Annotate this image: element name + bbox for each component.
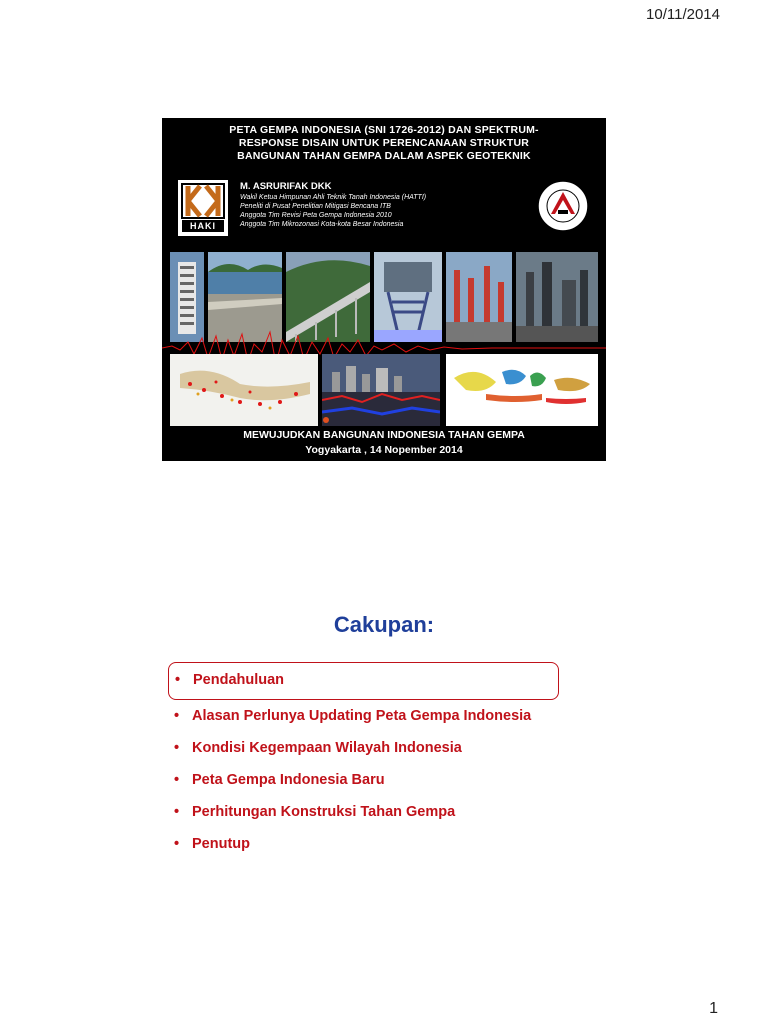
agenda-item-kondisi (168, 732, 568, 764)
slide-title-line-3: BANGUNAN TAHAN GEMPA DALAM ASPEK GEOTEKNIK (237, 150, 531, 162)
bullet-icon: • (174, 708, 180, 724)
agenda-item-label: Kondisi Kegempaan Wilayah Indonesia (192, 740, 462, 756)
bullet-icon: • (174, 836, 180, 852)
page-number: 1 (709, 1000, 718, 1017)
author-role-3: Anggota Tim Revisi Peta Gempa Indonesia 2010 (240, 212, 392, 219)
agenda-item-label: Peta Gempa Indonesia Baru (192, 772, 385, 788)
agenda-item-label: Alasan Perlunya Updating Peta Gempa Indonesia (192, 708, 532, 724)
slide-title-line-1: PETA GEMPA INDONESIA (SNI 1726-2012) DAN SPEKTRUM- (229, 124, 539, 136)
agenda-title: Cakupan: (333, 612, 435, 637)
author-name: M. ASRURIFAK DKK (240, 181, 332, 192)
slide-title-line-2: RESPONSE DISAIN UNTUK PERENCANAAN STRUKTUR (238, 137, 530, 149)
city-seismic-photo (322, 354, 440, 426)
agenda-item-perhitungan (168, 796, 568, 828)
seismicity-map (170, 354, 318, 426)
title-slide (162, 118, 606, 461)
hatti-seal-icon (536, 178, 590, 234)
haki-logo-text: HAKI (182, 220, 224, 232)
bullet-icon: • (175, 672, 181, 688)
author-block (240, 181, 530, 229)
agenda-item-peta-baru (168, 764, 568, 796)
slide-footer-place-date: Yogyakarta , 14 Nopember 2014 (305, 444, 463, 456)
page-date: 10/11/2014 (646, 6, 720, 23)
agenda-item-label: Perhitungan Konstruksi Tahan Gempa (192, 804, 456, 820)
author-role-1: Wakil Ketua Himpunan Ahli Teknik Tanah Indonesia (HATTI) (240, 194, 427, 201)
haki-logo (178, 180, 228, 236)
haki-emblem-icon (178, 180, 228, 222)
slide-footer (162, 428, 606, 458)
bullet-icon: • (174, 804, 180, 820)
author-role-2: Peneliti di Pusat Penelitian Mitigasi Bencana ITB (240, 203, 391, 210)
hazard-map (446, 354, 598, 426)
agenda-item-label: Pendahuluan (193, 672, 285, 688)
agenda-item-penutup (168, 828, 568, 860)
agenda-list (168, 668, 568, 860)
agenda-item-pendahuluan (168, 662, 559, 700)
slide-footer-tagline: MEWUJUDKAN BANGUNAN INDONESIA TAHAN GEMPA (243, 429, 525, 441)
agenda-item-label: Penutup (192, 836, 250, 852)
agenda-item-alasan (168, 700, 568, 732)
bullet-icon: • (174, 772, 180, 788)
author-role-4: Anggota Tim Mikrozonasi Kota-kota Besar Indonesia (240, 221, 404, 228)
bullet-icon: • (174, 740, 180, 756)
slide-title (172, 124, 596, 163)
hatti-logo (536, 178, 590, 234)
